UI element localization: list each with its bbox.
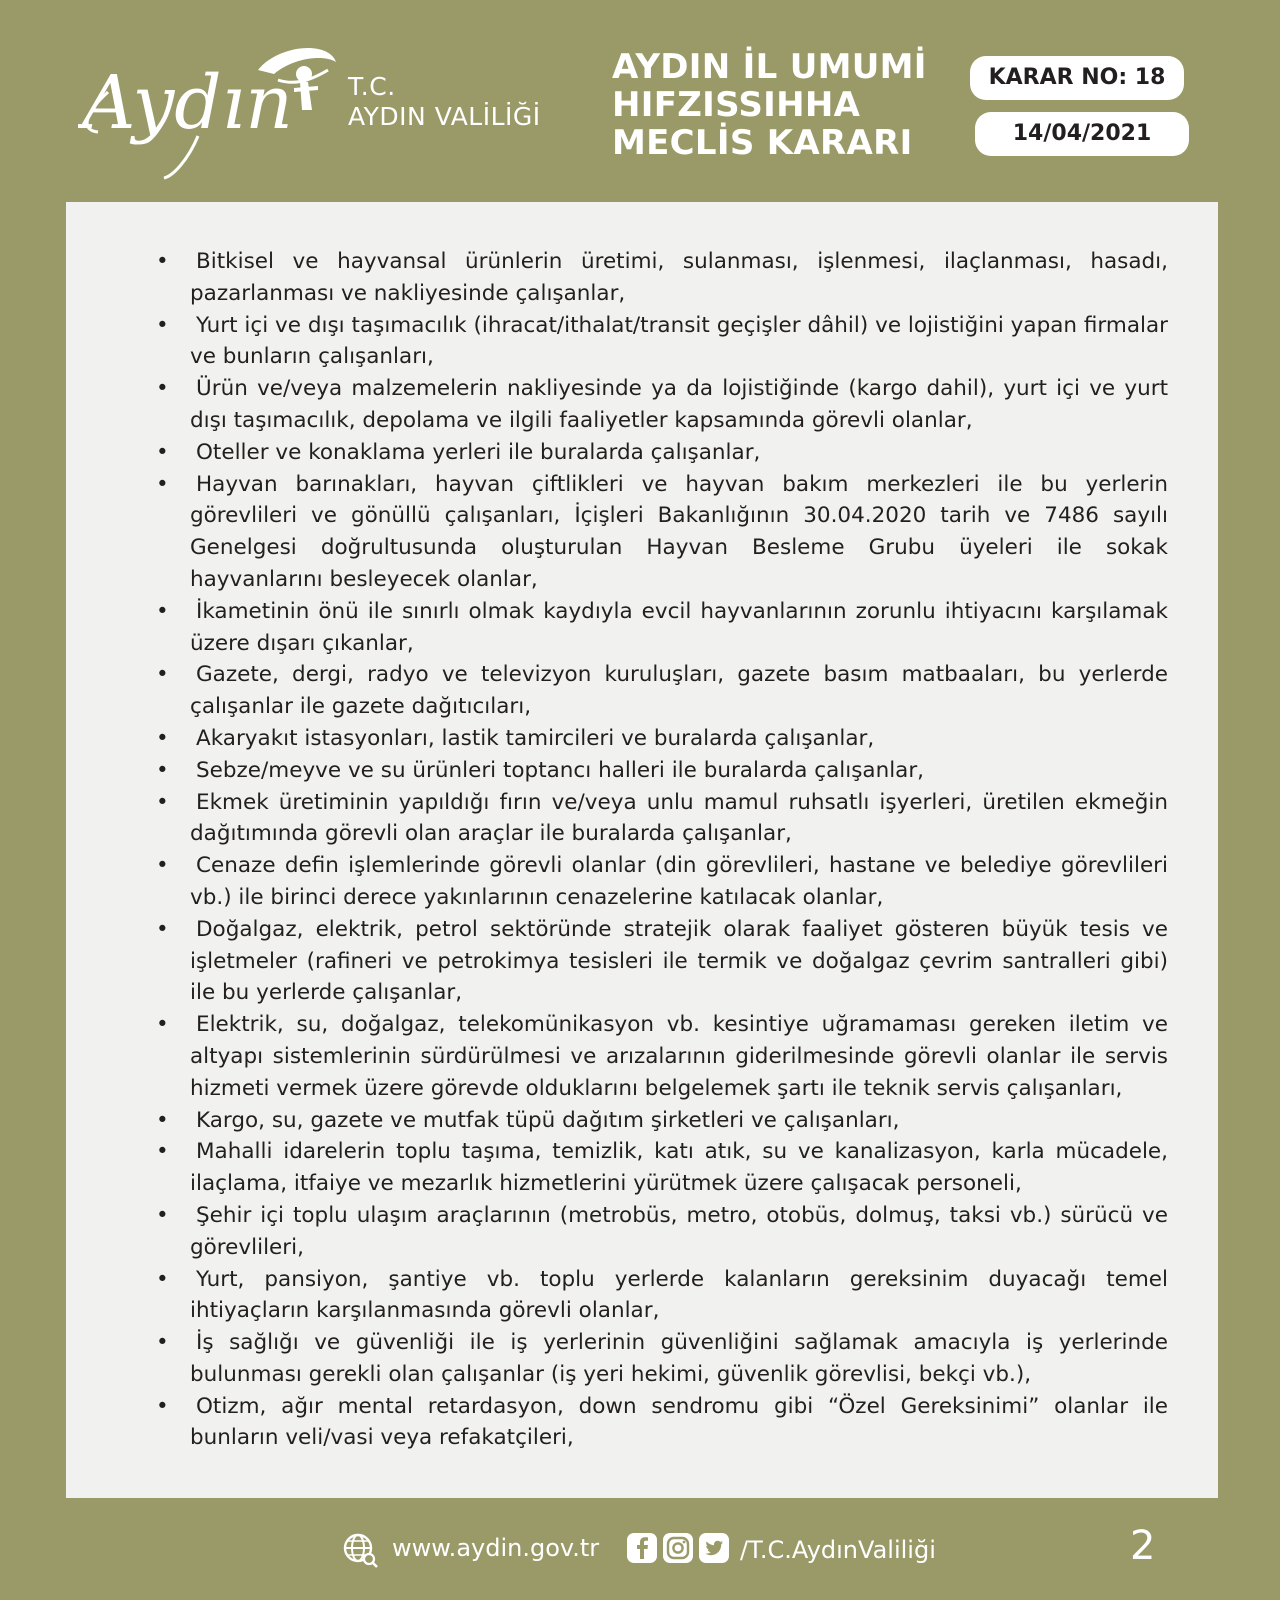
content-panel — [66, 202, 1218, 1498]
logo-wordmark: Aydın — [82, 60, 293, 146]
title-line-2: HIFZISSIHHA — [612, 85, 861, 125]
bullet-icon: • — [156, 1012, 169, 1038]
bullet-icon: • — [156, 471, 169, 497]
page-header — [0, 0, 1280, 200]
bullet-icon: • — [156, 1393, 169, 1419]
list-item: • İş sağlığı ve güvenliği ile iş yerlerinin güvenliğini sağlamak amacıyla iş yerlerinde bulunması gerekli olan çalışanlar (iş yeri hekimi, güvenlik görevlisi, bekçi vb.), — [190, 1327, 1168, 1391]
bullet-icon: • — [156, 916, 169, 942]
page-footer — [0, 1500, 1280, 1600]
bullet-icon: • — [156, 1139, 169, 1165]
aydin-logo — [78, 40, 338, 180]
bullet-icon: • — [156, 1266, 169, 1292]
list-item: • Cenaze defin işlemlerinde görevli olanlar (din görevlileri, hastane ve belediye görevlileri vb.) ile birinci derece yakınlarının cenazelerine katılacak olanlar, — [190, 850, 1168, 914]
exemption-list — [66, 246, 1218, 1454]
bullet-icon: • — [156, 662, 169, 688]
facebook-icon[interactable] — [627, 1533, 657, 1563]
bullet-icon: • — [156, 853, 169, 879]
bullet-icon: • — [156, 439, 169, 465]
list-item: • Ürün ve/veya malzemelerin nakliyesinde ya da lojistiğinde (kargo dahil), yurt içi ve yurt dışı taşımacılık, depolama ve ilgili faaliyetler kapsamında görevli olanlar, — [190, 373, 1168, 437]
list-item: • Ekmek üretiminin yapıldığı fırın ve/veya unlu mamul ruhsatlı işyerleri, üretilen ekmeğin dağıtımında görevli olan araçlar ile buralarda çalışanlar, — [190, 787, 1168, 851]
bullet-icon: • — [156, 1330, 169, 1356]
twitter-icon[interactable] — [699, 1533, 729, 1563]
valilik-line-2: AYDIN VALİLİĞİ — [348, 102, 541, 131]
list-item: • Oteller ve konaklama yerleri ile buralarda çalışanlar, — [190, 437, 1168, 469]
list-item: • İkametinin önü ile sınırlı olmak kaydıyla evcil hayvanlarının zorunlu ihtiyacını karşılamak üzere dışarı çıkanlar, — [190, 596, 1168, 660]
list-item: • Otizm, ağır mental retardasyon, down sendromu gibi “Özel Gereksinimi” olanlar ile bunların veli/vasi veya refakatçileri, — [190, 1391, 1168, 1455]
list-item: • Şehir içi toplu ulaşım araçlarının (metrobüs, metro, otobüs, dolmuş, taksi vb.) sürücü ve görevlileri, — [190, 1200, 1168, 1264]
title-line-3: MECLİS KARARI — [612, 123, 913, 163]
list-item: • Doğalgaz, elektrik, petrol sektöründe stratejik olarak faaliyet gösteren büyük tesis ve işletmeler (rafineri ve petrokimya tesisleri ile termik ve doğalgaz çevrim santralleri gibi) ile bu yerlerde çalışanlar, — [190, 914, 1168, 1009]
bullet-icon: • — [156, 598, 169, 624]
list-item: • Sebze/meyve ve su ürünleri toptancı halleri ile buralarda çalışanlar, — [190, 755, 1168, 787]
list-item: • Bitkisel ve hayvansal ürünlerin üretimi, sulanması, işlenmesi, ilaçlanması, hasadı, pazarlanması ve nakliyesinde çalışanlar, — [190, 246, 1168, 310]
list-item: • Mahalli idarelerin toplu taşıma, temizlik, katı atık, su ve kanalizasyon, karla mücadele, ilaçlama, itfaiye ve mezarlık hizmetlerini yürütmek üzere çalışacak personeli, — [190, 1136, 1168, 1200]
list-item: • Akaryakıt istasyonları, lastik tamircileri ve buralarda çalışanlar, — [190, 723, 1168, 755]
bullet-icon: • — [156, 312, 169, 338]
social-handle[interactable]: /T.C.AydınValiliği — [740, 1536, 936, 1564]
list-item: • Gazete, dergi, radyo ve televizyon kuruluşları, gazete basım matbaaları, bu yerlerde çalışanlar ile gazete dağıtıcıları, — [190, 659, 1168, 723]
list-item: • Yurt, pansiyon, şantiye vb. toplu yerlerde kalanların gereksinim duyacağı temel ihtiyaçların karşılanmasında görevli olanlar, — [190, 1264, 1168, 1328]
valilik-line-1: T.C. — [348, 72, 396, 101]
list-item: • Hayvan barınakları, hayvan çiftlikleri ve hayvan bakım merkezleri ile bu yerlerin görevlileri ve gönüllü çalışanları, İçişleri Bakanlığının 30.04.2020 tarih ve 7486 sayılı Genelgesi doğrultusunda oluşturulan Hayvan Besleme Grubu üyeleri ile sokak hayvanlarını besleyecek olanlar, — [190, 469, 1168, 596]
instagram-icon[interactable] — [663, 1533, 693, 1563]
list-item: • Kargo, su, gazete ve mutfak tüpü dağıtım şirketleri ve çalışanları, — [190, 1105, 1168, 1137]
bullet-icon: • — [156, 1202, 169, 1228]
website-link[interactable]: www.aydin.gov.tr — [392, 1534, 600, 1562]
bullet-icon: • — [156, 757, 169, 783]
decision-date-badge: 14/04/2021 — [975, 112, 1189, 156]
title-line-1: AYDIN İL UMUMİ — [612, 47, 927, 87]
bullet-icon: • — [156, 376, 169, 402]
list-item: • Yurt içi ve dışı taşımacılık (ihracat/ithalat/transit geçişler dâhil) ve lojistiğini yapan firmalar ve bunların çalışanları, — [190, 310, 1168, 374]
bullet-icon: • — [156, 725, 169, 751]
bullet-icon: • — [156, 1107, 169, 1133]
bullet-icon: • — [156, 249, 169, 274]
governorship-name — [348, 72, 541, 132]
page-title — [612, 48, 927, 162]
list-item: • Elektrik, su, doğalgaz, telekomünikasyon vb. kesintiye uğramaması gereken iletim ve altyapı sistemlerinin sürdürülmesi ve arızalarının giderilmesinde görevli olanlar ile servis hizmeti vermek üzere görevde olduklarını belgelemek şartı ile teknik servis çalışanları, — [190, 1009, 1168, 1104]
bullet-icon: • — [156, 789, 169, 815]
page-number: 2 — [1130, 1523, 1156, 1569]
decision-number-badge: KARAR NO: 18 — [970, 56, 1184, 100]
globe-icon — [342, 1532, 378, 1568]
